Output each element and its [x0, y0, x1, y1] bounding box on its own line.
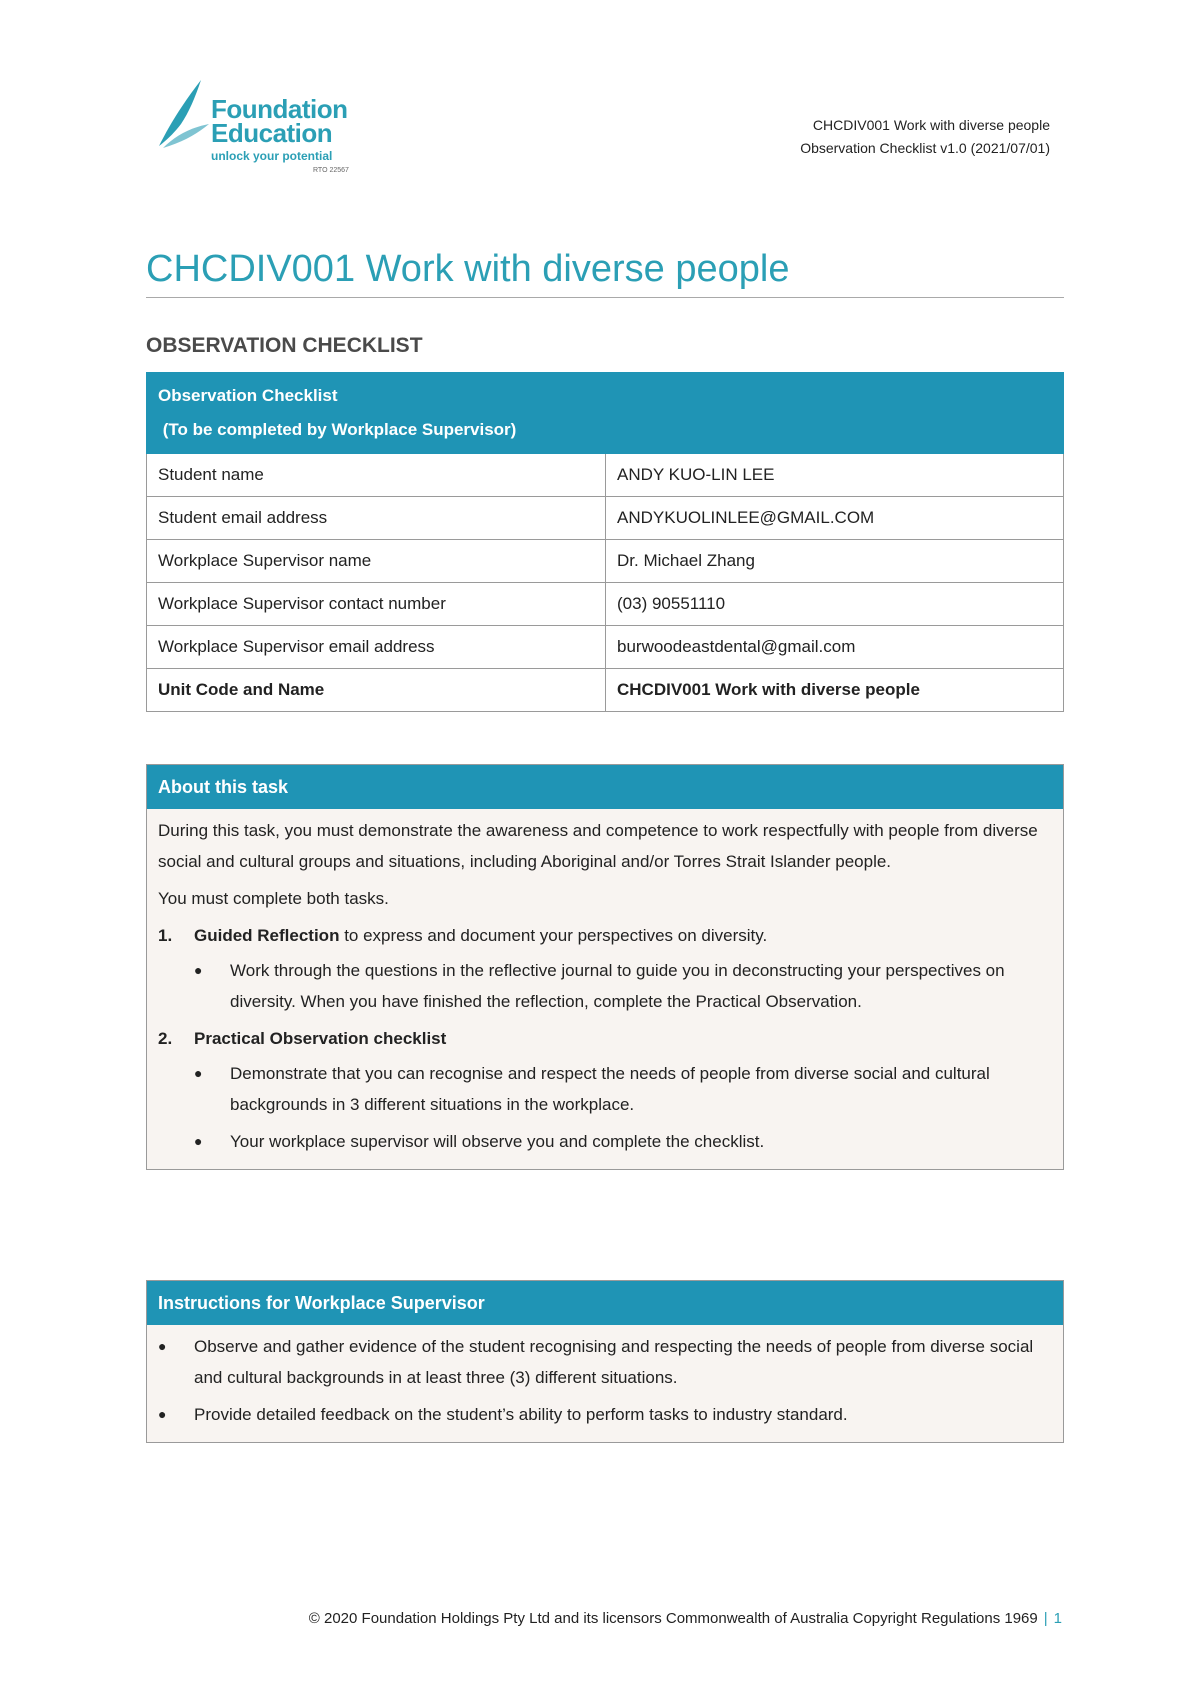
row-label: Unit Code and Name — [147, 669, 606, 712]
header-line2: Observation Checklist v1.0 (2021/07/01) — [800, 140, 1050, 156]
row-label: Workplace Supervisor email address — [147, 626, 606, 669]
bullet-text: Provide detailed feedback on the student’s ability to perform tasks to industry standard. — [194, 1405, 848, 1424]
page-header — [800, 114, 1050, 160]
list-item — [158, 1058, 1052, 1120]
row-value: burwoodeastdental@gmail.com — [606, 626, 1064, 669]
logo-line1: Foundation — [211, 94, 348, 124]
table-row — [147, 454, 1064, 497]
table-row — [147, 540, 1064, 583]
row-label: Workplace Supervisor name — [147, 540, 606, 583]
table-row — [147, 497, 1064, 540]
bullet-icon: ● — [158, 1338, 167, 1354]
instructions-body — [147, 1325, 1063, 1442]
about-task-body — [147, 809, 1063, 1169]
row-label: Student name — [147, 454, 606, 497]
logo-tagline: unlock your potential — [211, 149, 333, 163]
item-text — [194, 1023, 446, 1054]
row-value: (03) 90551110 — [606, 583, 1064, 626]
bullet-text: Demonstrate that you can recognise and respect the needs of people from diverse social and cultural backgrounds in 3 different situations in the workplace. — [230, 1064, 990, 1114]
page-title: CHCDIV001 Work with diverse people — [146, 248, 1064, 298]
header-line1: CHCDIV001 Work with diverse people — [812, 117, 1050, 133]
bullet-text: Observe and gather evidence of the student recognising and respecting the needs of people from diverse social and cultural backgrounds in at least three (3) different situations. — [194, 1337, 1034, 1387]
list-item — [158, 1126, 1052, 1157]
bullet-icon: ● — [194, 1133, 203, 1149]
item-rest: to express and document your perspectives on diversity. — [339, 926, 768, 945]
list-item — [158, 1331, 1052, 1393]
numbered-item — [158, 920, 1052, 951]
bullet-icon: ● — [194, 1065, 203, 1081]
logo-line2: Education — [211, 118, 333, 148]
footer-separator: | — [1043, 1610, 1048, 1627]
list-item — [158, 955, 1052, 1017]
row-label: Student email address — [147, 497, 606, 540]
table-row — [147, 626, 1064, 669]
numbered-item — [158, 1023, 1052, 1054]
logo — [155, 76, 375, 176]
about-intro: During this task, you must demonstrate the awareness and competence to work respectfully with people from diverse social and cultural groups and situations, including Aboriginal and/or Torres Strait Islander people. — [158, 821, 1038, 871]
page-footer — [0, 1610, 1062, 1627]
table-header-line2: (To be completed by Workplace Supervisor) — [158, 420, 517, 439]
bullet-icon: ● — [158, 1406, 167, 1422]
item-number: 2. — [158, 1029, 173, 1048]
page-number: 1 — [1053, 1610, 1062, 1627]
table-header-line1: Observation Checklist — [158, 386, 338, 405]
list-item — [158, 1399, 1052, 1430]
table-row — [147, 583, 1064, 626]
row-value: ANDY KUO-LIN LEE — [606, 454, 1064, 497]
row-value: ANDYKUOLINLEE@GMAIL.COM — [606, 497, 1064, 540]
section-subtitle: OBSERVATION CHECKLIST — [146, 334, 423, 357]
bullet-icon: ● — [194, 962, 203, 978]
row-value: CHCDIV001 Work with diverse people — [606, 669, 1064, 712]
item-number: 1. — [158, 926, 173, 945]
row-label: Workplace Supervisor contact number — [147, 583, 606, 626]
about-both: You must complete both tasks. — [158, 889, 389, 908]
item-bold: Practical Observation checklist — [194, 1029, 447, 1048]
table-header — [147, 373, 1064, 454]
instructions-box — [146, 1280, 1064, 1443]
about-task-heading: About this task — [147, 765, 1063, 809]
row-value: Dr. Michael Zhang — [606, 540, 1064, 583]
instructions-heading: Instructions for Workplace Supervisor — [147, 1281, 1063, 1325]
footer-copyright: © 2020 Foundation Holdings Pty Ltd and its licensors Commonwealth of Australia Copyright Regulations 1969 — [308, 1610, 1038, 1627]
observation-table — [146, 372, 1064, 712]
bullet-text: Your workplace supervisor will observe you and complete the checklist. — [230, 1132, 765, 1151]
table-header-row — [147, 373, 1064, 454]
logo-rto: RTO 22567 — [313, 167, 349, 174]
item-bold: Guided Reflection — [194, 926, 340, 945]
bullet-text: Work through the questions in the reflective journal to guide you in deconstructing your perspectives on diversity. When you have finished the reflection, complete the Practical Observation. — [230, 961, 1005, 1011]
table-row — [147, 669, 1064, 712]
item-text — [194, 920, 767, 951]
about-task-box — [146, 764, 1064, 1170]
feather-logo-icon — [155, 76, 215, 152]
